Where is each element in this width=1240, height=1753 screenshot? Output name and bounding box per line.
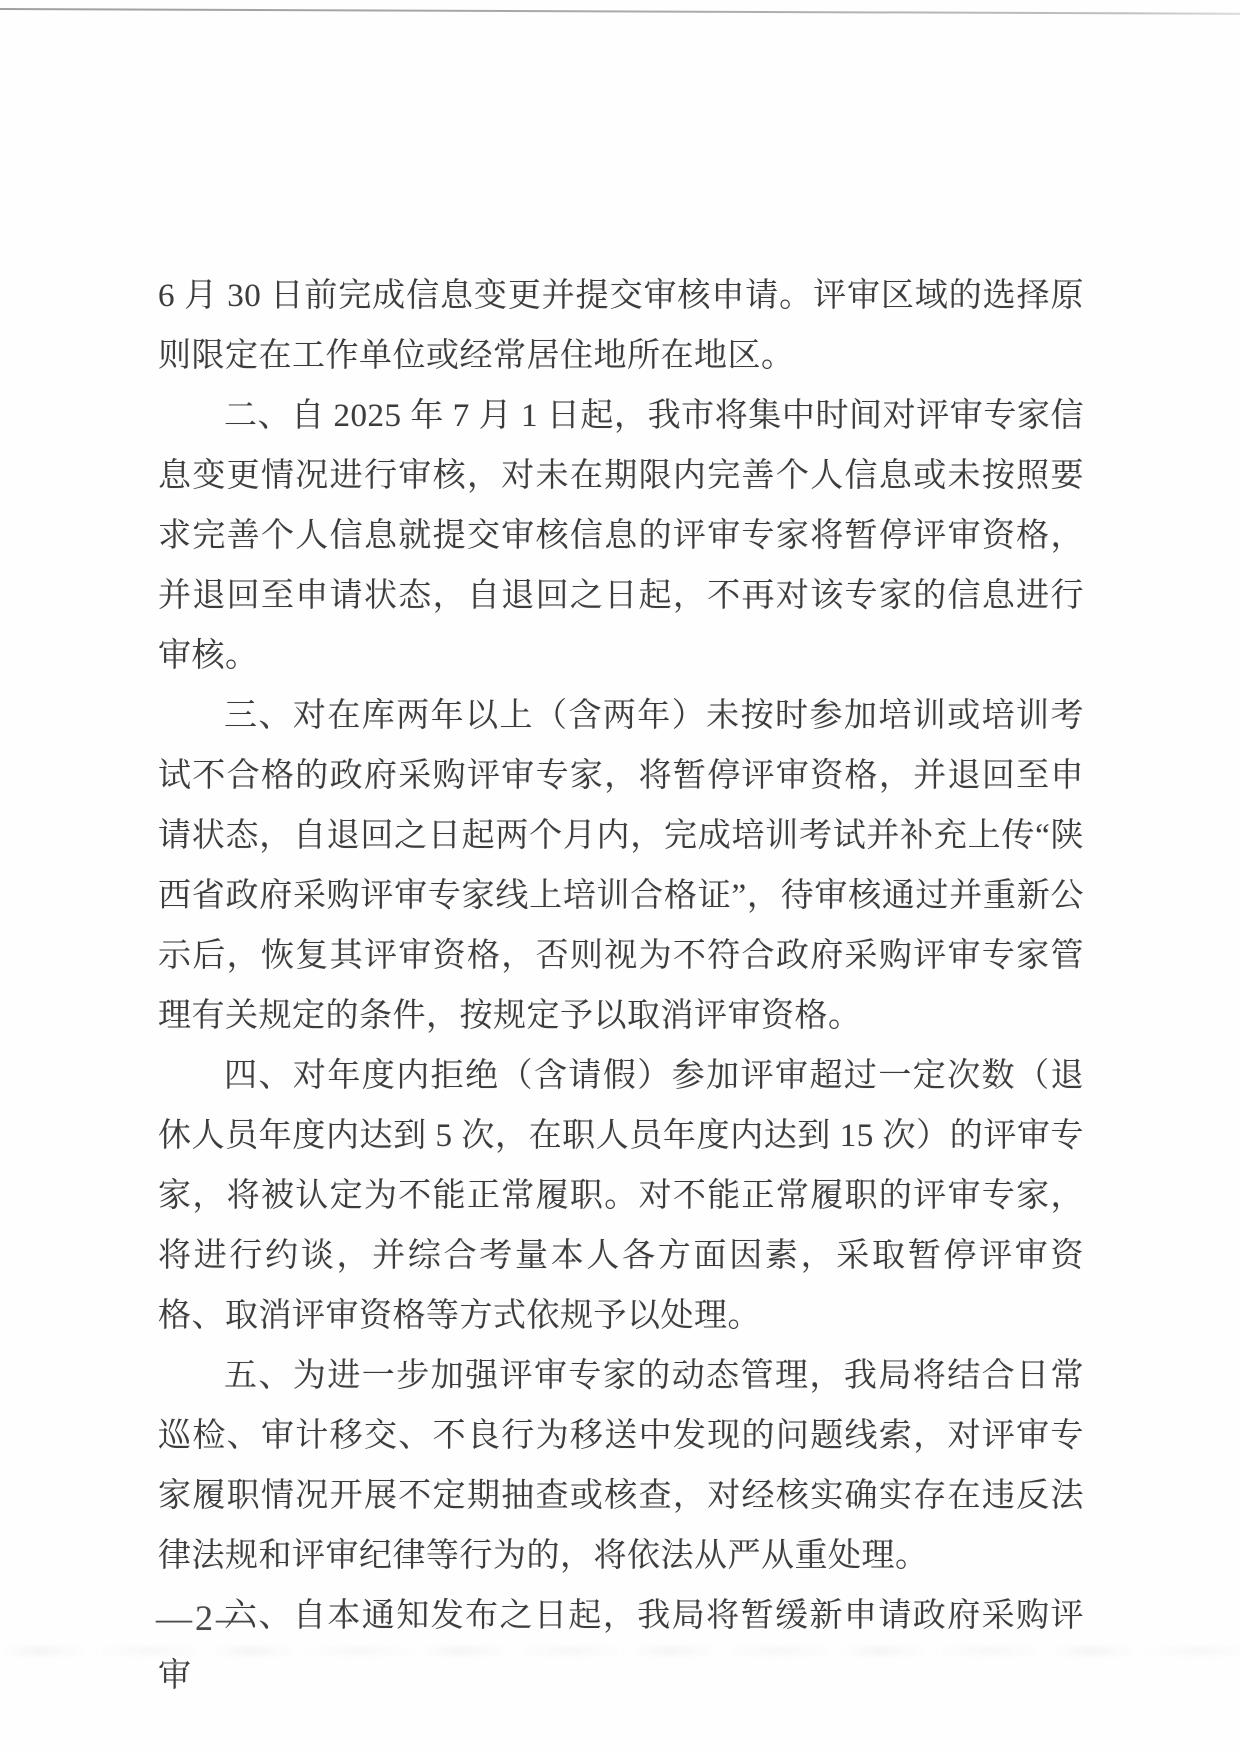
paragraph-item-2: 二、自 2025 年 7 月 1 日起，我市将集中时间对评审专家信息变更情况进行审核，对未在期限内完善个人信息或未按照要求完善个人信息就提交审核信息的评审专家将暂停评审资格，并退回至申请状态，自退回之日起，不再对该专家的信息进行审核。 bbox=[158, 398, 1084, 674]
paragraph-continuation: 6 月 30 日前完成信息变更并提交审核申请。评审区域的选择原则限定在工作单位或经常居住地所在地区。 bbox=[158, 278, 1084, 374]
paragraph-item-4: 四、对年度内拒绝（含请假）参加评审超过一定次数（退休人员年度内达到 5 次，在职人员年度内达到 15 次）的评审专家，将被认定为不能正常履职。对不能正常履职的评审专家，将进行约谈，并综合考量本人各方面因素，采取暂停评审资格、取消评审资格等方式依规予以处理。 bbox=[158, 1058, 1085, 1334]
page-number: —2— bbox=[156, 1598, 255, 1638]
paragraph-item-3: 三、对在库两年以上（含两年）未按时参加培训或培训考试不合格的政府采购评审专家，将暂停评审资格，并退回至申请状态，自退回之日起两个月内，完成培训考试并补充上传“陕西省政府采购评审专家线上培训合格证”，待审核通过并重新公示后，恢复其评审资格，否则视为不符合政府采购评审专家管理有关规定的条件，按规定予以取消评审资格。 bbox=[158, 698, 1084, 1034]
paragraph-item-6: 六、自本通知发布之日起，我局将暂缓新申请政府采购评审 bbox=[158, 1598, 1084, 1694]
scan-edge-line bbox=[0, 8, 1240, 15]
scan-noise-artifact bbox=[0, 1646, 1240, 1656]
document-body bbox=[158, 266, 1084, 1706]
paragraph-item-5: 五、为进一步加强评审专家的动态管理，我局将结合日常巡检、审计移交、不良行为移送中发现的问题线索，对评审专家履职情况开展不定期抽查或核查，对经核实确实存在违反法律法规和评审纪律等行为的，将依法从严从重处理。 bbox=[158, 1358, 1084, 1574]
